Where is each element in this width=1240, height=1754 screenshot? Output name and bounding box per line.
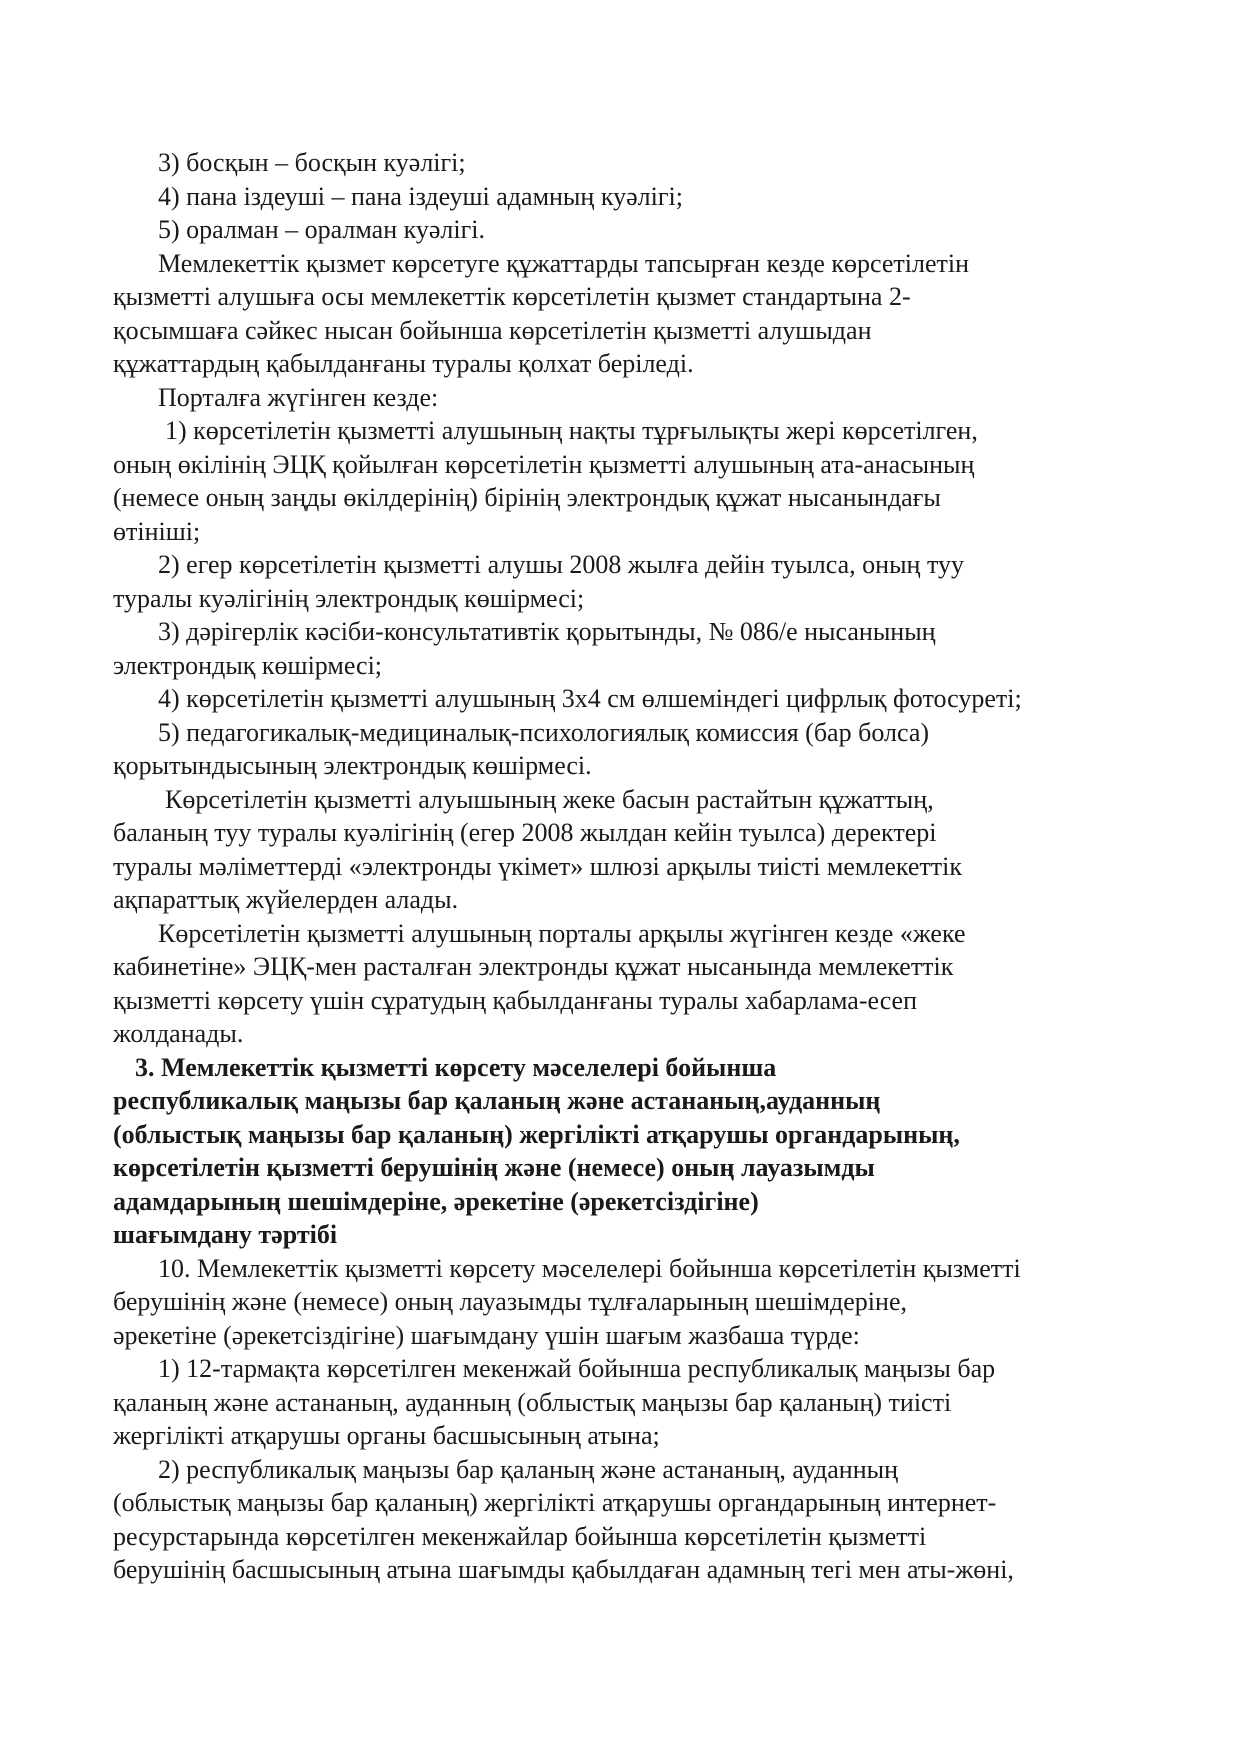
text-line: берушінің және (немесе) оның лауазымды тұлғаларының шешімдеріне,: [113, 1287, 907, 1316]
text-line: Көрсетілетін қызметті алуышының жеке басын растайтын құжаттың,: [165, 784, 934, 814]
text-line: 5) педагогикалық-медициналық-психологиялық комиссия (бар болса): [158, 717, 930, 747]
text-line: жолданады.: [113, 1019, 244, 1048]
text-line: қызметті алушыға осы мемлекеттік көрсетілетін қызмет стандартына 2-: [113, 282, 911, 311]
text-line: қаланың және астананың, ауданның (облыстық маңызы бар қаланың) тиісті: [113, 1387, 952, 1417]
text-line: Порталға жүгінген кезде:: [158, 382, 439, 412]
text-line: электрондық көшірмесі;: [113, 650, 383, 680]
section-heading: республикалық маңызы бар қаланың және астананың,ауданның: [113, 1086, 881, 1115]
text-line: 5) оралман – оралман куәлігі.: [158, 215, 485, 244]
section-heading: шағымдану тәртібі: [113, 1220, 338, 1249]
text-line: әрекетіне (әрекетсіздігіне) шағымдану үшін шағым жазбаша түрде:: [113, 1320, 860, 1350]
text-line: (немесе оның заңды өкілдерінің) бірінің электрондық құжат нысанындағы: [113, 483, 941, 512]
text-line: берушінің басшысының атына шағымды қабылдаған адамның тегі мен аты-жөні,: [113, 1555, 1014, 1584]
text-line: қорытындысының электрондық көшірмесі.: [113, 751, 592, 780]
text-line: жергілікті атқарушы органы басшысының атына;: [113, 1421, 660, 1450]
text-line: ақпараттық жүйелерден алады.: [113, 885, 459, 914]
text-line: Көрсетілетін қызметті алушының порталы арқылы жүгінген кезде «жеке: [158, 918, 966, 948]
section-heading: 3. Мемлекеттік қызметті көрсету мәселелері бойынша: [135, 1052, 777, 1082]
section-heading: адамдарының шешімдеріне, әрекетіне (әрекетсіздігіне): [113, 1186, 759, 1216]
text-line: қосымшаға сәйкес нысан бойынша көрсетілетін қызметті алушыдан: [113, 315, 872, 345]
text-line: қызметті көрсету үшін сұратудың қабылданғаны туралы хабарлама-есеп: [113, 985, 918, 1015]
section-heading: көрсетілетін қызметті берушінің және (немесе) оның лауазымды: [113, 1153, 875, 1182]
text-line: 10. Мемлекеттік қызметті көрсету мәселелері бойынша көрсетілетін қызметті: [158, 1253, 1021, 1283]
text-line: құжаттардың қабылданғаны туралы қолхат беріледі.: [113, 349, 694, 378]
text-line: 4) көрсетілетін қызметті алушының 3х4 см өлшеміндегі цифрлық фотосуреті;: [158, 684, 1022, 713]
text-line: туралы мәліметтерді «электронды үкімет» шлюзі арқылы тиісті мемлекеттік: [113, 851, 962, 881]
document-body: [113, 146, 1133, 1587]
text-line: Мемлекеттік қызмет көрсетуге құжаттарды тапсырған кезде көрсетілетін: [158, 248, 970, 278]
text-line: өтініші;: [113, 516, 201, 546]
text-line: 4) пана іздеуші – пана іздеуші адамның куәлігі;: [158, 181, 683, 211]
text-line: ресурстарында көрсетілген мекенжайлар бойынша көрсетілетін қызметті: [113, 1521, 927, 1551]
text-line: 1) 12-тармақта көрсетілген мекенжай бойынша республикалық маңызы бар: [158, 1354, 996, 1383]
text-line: баланың туу туралы куәлігінің (егер 2008 жылдан кейін туылса) деректері: [113, 818, 937, 847]
text-line: 3) дәрігерлік кәсіби-консультативтік қорытынды, № 086/е нысанының: [158, 617, 936, 646]
text-line: 3) босқын – босқын куәлігі;: [158, 148, 466, 177]
text-line: 1) көрсетілетін қызметті алушының нақты тұрғылықты жері көрсетілген,: [165, 416, 978, 445]
text-line: кабинетіне» ЭЦҚ-мен расталған электронды құжат нысанында мемлекеттік: [113, 952, 954, 981]
section-heading: (облыстық маңызы бар қаланың) жергілікті атқарушы органдарының,: [113, 1119, 960, 1149]
text-line: (облыстық маңызы бар қаланың) жергілікті атқарушы органдарының интернет-: [113, 1488, 997, 1517]
text-line: 2) республикалық маңызы бар қаланың және астананың, ауданның: [158, 1454, 898, 1484]
text-line: 2) егер көрсетілетін қызметті алушы 2008 жылға дейін туылса, оның туу: [158, 550, 964, 579]
text-line: оның өкілінің ЭЦҚ қойылған көрсетілетін қызметті алушының ата-анасының: [113, 449, 975, 479]
text-line: туралы куәлігінің электрондық көшірмесі;: [113, 583, 585, 613]
